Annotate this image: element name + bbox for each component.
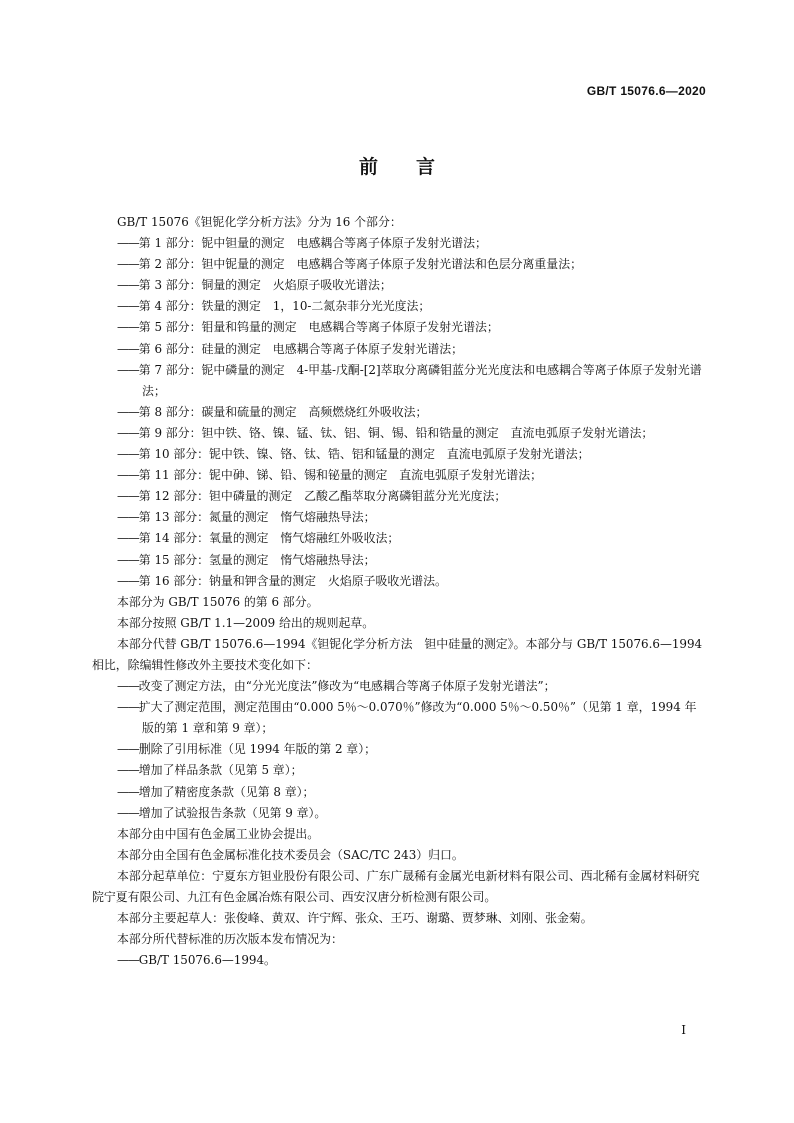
part-item-text: 第 1 部分：铌中钽量的测定 电感耦合等离子体原子发射光谱法； — [138, 236, 487, 251]
statement-rules: 本部分按照 GB/T 1.1—2009 给出的规则起草。 — [117, 615, 375, 630]
history-item — [92, 950, 706, 971]
standard-number: GB/T 15076.6—2020 — [586, 84, 706, 98]
change-item-text: 删除了引用标准（见 1994 年版的第 2 章）； — [138, 742, 377, 757]
part-item — [92, 571, 706, 592]
part-item — [92, 465, 706, 486]
part-item-text: 第 2 部分：钽中铌量的测定 电感耦合等离子体原子发射光谱法和色层分离重量法； — [138, 257, 582, 272]
dash-mark: —— — [117, 320, 139, 335]
dash-mark: —— — [117, 573, 139, 588]
drafting-units: 本部分起草单位：宁夏东方钽业股份有限公司、广东广晟稀有金属光电新材料有限公司、西北稀有金属材料研究院宁夏有限公司、九江有色金属冶炼有限公司、西安汉唐分析检测有限公司。 — [92, 868, 700, 904]
drafters: 本部分主要起草人：张俊峰、黄双、许宁辉、张众、王巧、谢璐、贾梦琳、刘刚、张金菊。 — [117, 911, 593, 926]
dash-mark: —— — [117, 447, 139, 462]
changes-list — [92, 676, 706, 824]
part-item-text: 第 8 部分：碳量和硫量的测定 高频燃烧红外吸收法； — [138, 404, 428, 419]
part-item — [92, 486, 706, 507]
dash-mark: —— — [117, 425, 139, 440]
change-item — [92, 782, 706, 803]
part-item-text: 第 4 部分：铁量的测定 1，10-二氮杂菲分光光度法； — [138, 299, 431, 314]
part-item — [92, 423, 706, 444]
dash-mark: —— — [117, 953, 139, 968]
parts-list — [92, 233, 706, 592]
history-list — [92, 950, 706, 971]
dash-mark: —— — [117, 236, 139, 251]
change-item-text: 增加了样品条款（见第 5 章）； — [138, 763, 303, 778]
dash-mark: —— — [117, 362, 139, 377]
dash-mark: —— — [117, 531, 139, 546]
change-item-text: 增加了精密度条款（见第 8 章）； — [138, 784, 315, 799]
change-item — [92, 760, 706, 781]
part-item-text: 第 14 部分：氧量的测定 惰气熔融红外吸收法； — [138, 531, 400, 546]
change-item — [92, 697, 706, 739]
statement-part: 本部分为 GB/T 15076 的第 6 部分。 — [117, 594, 319, 609]
part-item-text: 第 5 部分：钼量和钨量的测定 电感耦合等离子体原子发射光谱法； — [138, 320, 499, 335]
part-item — [92, 444, 706, 465]
part-item — [92, 402, 706, 423]
part-item-text: 第 7 部分：铌中磷量的测定 4-甲基-戊酮-[2]萃取分离磷钼蓝分光光度法和电感耦合等离子体原子发射光谱法； — [138, 362, 702, 398]
dash-mark: —— — [117, 489, 139, 504]
dash-mark: —— — [117, 784, 139, 799]
dash-mark: —— — [117, 700, 139, 715]
history-intro: 本部分所代替标准的历次版本发布情况为： — [117, 932, 343, 947]
dash-mark: —— — [117, 805, 139, 820]
dash-mark: —— — [117, 404, 139, 419]
part-item — [92, 275, 706, 296]
dash-mark: —— — [117, 278, 139, 293]
change-item-text: 改变了测定方法，由“分光光度法”修改为“电感耦合等离子体原子发射光谱法”； — [138, 679, 556, 694]
page-title: 前言 — [358, 156, 473, 178]
history-item-text: GB/T 15076.6—1994。 — [138, 953, 276, 968]
part-item-text: 第 12 部分：钽中磷量的测定 乙酸乙酯萃取分离磷钼蓝分光光度法； — [138, 489, 507, 504]
dash-mark: —— — [117, 552, 139, 567]
dash-mark: —— — [117, 299, 139, 314]
part-item-text: 第 9 部分：钽中铁、铬、镍、锰、钛、铝、铜、锡、铅和锆量的测定 直流电弧原子发射光谱法； — [138, 425, 654, 440]
dash-mark: —— — [117, 341, 139, 356]
part-item-text: 第 3 部分：铜量的测定 火焰原子吸收光谱法； — [138, 278, 392, 293]
part-item — [92, 528, 706, 549]
part-item — [92, 233, 706, 254]
part-item-text: 第 16 部分：钠量和钾含量的测定 火焰原子吸收光谱法。 — [138, 573, 447, 588]
part-item — [92, 507, 706, 528]
part-item — [92, 296, 706, 317]
change-item — [92, 676, 706, 697]
dash-mark: —— — [117, 510, 139, 525]
intro-paragraph: GB/T 15076《钽铌化学分析方法》分为 16 个部分： — [117, 215, 402, 229]
part-item-text: 第 11 部分：铌中砷、锑、铅、锡和铋量的测定 直流电弧原子发射光谱法； — [138, 468, 542, 483]
replace-statement: 本部分代替 GB/T 15076.6—1994《钽铌化学分析方法 钽中硅量的测定》。本部分与 GB/T 15076.6—1994 相比，除编辑性修改外主要技术变化如下： — [92, 636, 703, 672]
part-item-text: 第 6 部分：硅量的测定 电感耦合等离子体原子发射光谱法； — [138, 341, 464, 356]
change-item-text: 增加了试验报告条款（见第 9 章）。 — [138, 805, 327, 820]
document-body — [92, 212, 706, 971]
part-item-text: 第 13 部分：氮量的测定 惰气熔融热导法； — [138, 510, 376, 525]
part-item — [92, 339, 706, 360]
change-item — [92, 739, 706, 760]
dash-mark: —— — [117, 742, 139, 757]
page-number: I — [681, 1023, 686, 1037]
part-item — [92, 550, 706, 571]
change-item-text: 扩大了测定范围，测定范围由“0.000 5％～0.070％”修改为“0.000 5％～0.50％”（见第 1 章，1994 年版的第 1 章和第 9 章）； — [138, 700, 697, 736]
dash-mark: —— — [117, 468, 139, 483]
managed-by: 本部分由全国有色金属标准化技术委员会（SAC/TC 243）归口。 — [117, 847, 464, 862]
proposed-by: 本部分由中国有色金属工业协会提出。 — [117, 826, 320, 841]
dash-mark: —— — [117, 257, 139, 272]
part-item — [92, 254, 706, 275]
part-item — [92, 317, 706, 338]
change-item — [92, 803, 706, 824]
dash-mark: —— — [117, 679, 139, 694]
part-item — [92, 360, 706, 402]
part-item-text: 第 15 部分：氢量的测定 惰气熔融热导法； — [138, 552, 376, 567]
dash-mark: —— — [117, 763, 139, 778]
part-item-text: 第 10 部分：铌中铁、镍、铬、钛、锆、铝和锰量的测定 直流电弧原子发射光谱法； — [138, 447, 590, 462]
